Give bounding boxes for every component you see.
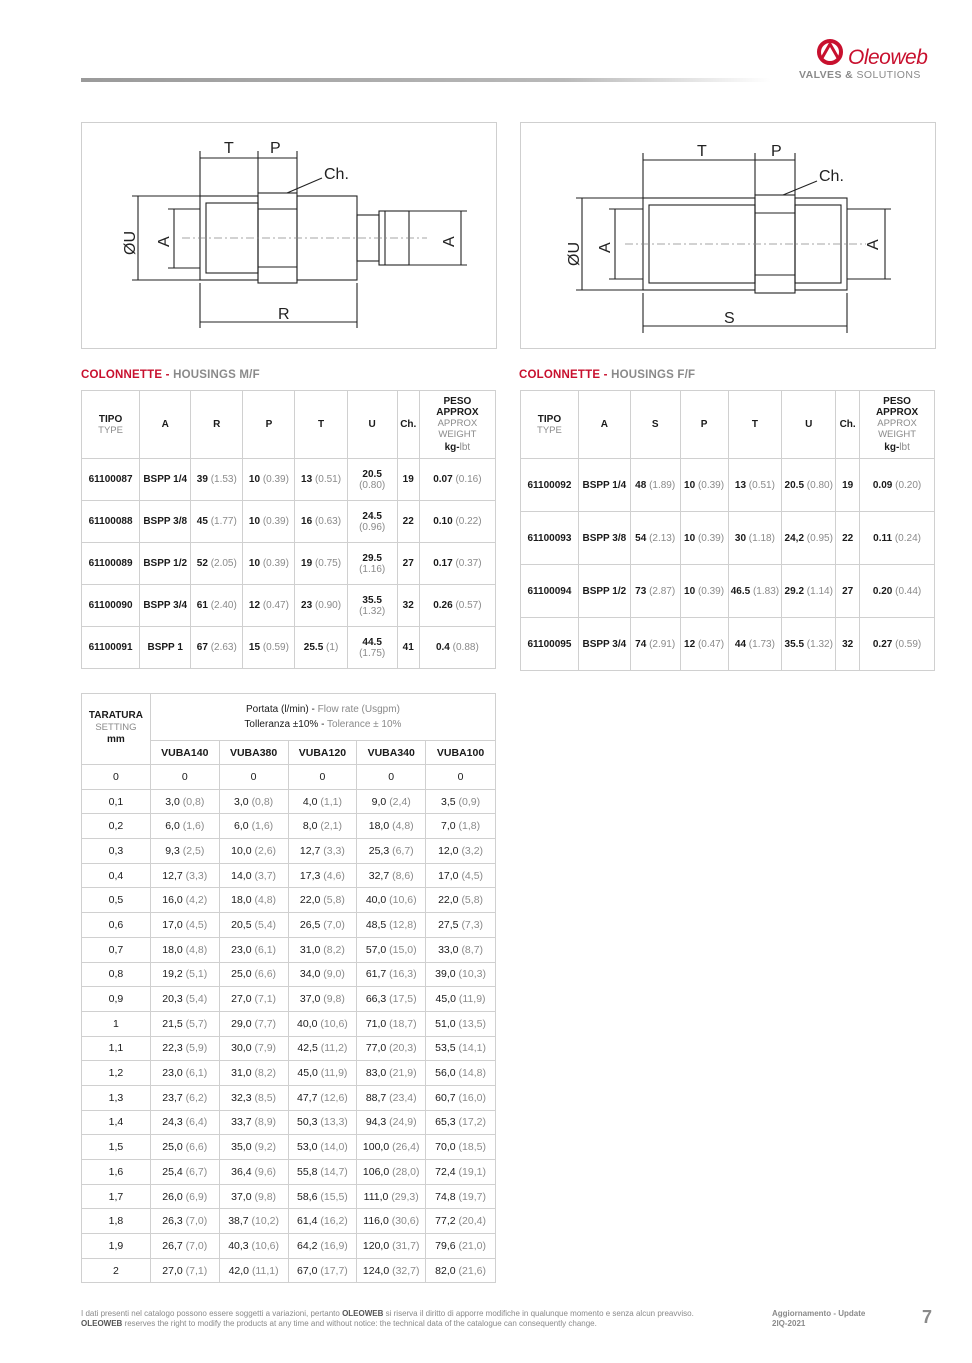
cell-flow: 17,0 (4,5) xyxy=(426,863,496,888)
cell-flow: 6,0 (1,6) xyxy=(219,814,288,839)
cell-tipo: 61100092 xyxy=(521,459,579,512)
cell-flow: 55,8 (14,7) xyxy=(288,1160,357,1185)
table-row xyxy=(82,1234,496,1259)
cell-flow: 39,0 (10,3) xyxy=(426,962,496,987)
table-row xyxy=(82,501,496,543)
dim-label-a: A xyxy=(597,242,614,253)
dim-label-u: ØU xyxy=(566,242,583,266)
table-row xyxy=(82,1011,496,1036)
cell-a: BSPP 1/4 xyxy=(140,459,191,501)
cell-flow: 45,0 (11,9) xyxy=(426,987,496,1012)
table-row xyxy=(82,1209,496,1234)
cell-weight: 0.4 (0.88) xyxy=(419,627,495,669)
cell-s: 73 (2.87) xyxy=(630,565,680,618)
dim-label-a: A xyxy=(156,236,173,247)
cell-u: 20.5 (0.80) xyxy=(347,459,397,501)
col-t: T xyxy=(728,391,782,459)
cell-setting: 0,7 xyxy=(82,937,151,962)
cell-flow: 17,3 (4,6) xyxy=(288,863,357,888)
cell-p: 15 (0.59) xyxy=(243,627,295,669)
cell-flow: 120,0 (31,7) xyxy=(357,1234,426,1259)
cell-p: 10 (0.39) xyxy=(243,501,295,543)
cell-flow: 33,0 (8,7) xyxy=(426,937,496,962)
cell-flow: 18,0 (4,8) xyxy=(150,937,219,962)
brand-logo xyxy=(799,36,942,88)
cell-flow: 23,7 (6,2) xyxy=(150,1085,219,1110)
cell-ch: 27 xyxy=(836,565,860,618)
table-row xyxy=(82,814,496,839)
cell-t: 16 (0.63) xyxy=(295,501,347,543)
cell-flow: 83,0 (21,9) xyxy=(357,1061,426,1086)
cell-ch: 27 xyxy=(397,543,419,585)
cell-flow: 0 xyxy=(426,765,496,790)
cell-flow: 24,3 (6,4) xyxy=(150,1110,219,1135)
cell-flow: 36,4 (9,6) xyxy=(219,1160,288,1185)
cell-setting: 0,1 xyxy=(82,789,151,814)
col-t: T xyxy=(295,391,347,459)
col-setting: TARATURA SETTING mm xyxy=(82,694,151,765)
cell-flow: 77,0 (20,3) xyxy=(357,1036,426,1061)
cell-flow: 25,0 (6,6) xyxy=(219,962,288,987)
cell-flow: 56,0 (14,8) xyxy=(426,1061,496,1086)
table-row xyxy=(82,1036,496,1061)
brand-tagline: VALVES & SOLUTIONS xyxy=(799,69,921,81)
col-a: A xyxy=(140,391,191,459)
cell-tipo: 61100091 xyxy=(82,627,140,669)
cell-flow: 12,7 (3,3) xyxy=(288,839,357,864)
cell-tipo: 61100095 xyxy=(521,618,579,671)
cell-flow: 3,0 (0,8) xyxy=(219,789,288,814)
table-row xyxy=(82,1110,496,1135)
cell-flow: 124,0 (32,7) xyxy=(357,1258,426,1283)
col-tipo: TIPO TYPE xyxy=(521,391,579,459)
cell-setting: 0 xyxy=(82,765,151,790)
dim-label-u: ØU xyxy=(122,231,139,255)
cell-setting: 1,7 xyxy=(82,1184,151,1209)
cell-u: 29.2 (1.14) xyxy=(782,565,836,618)
cell-flow: 111,0 (29,3) xyxy=(357,1184,426,1209)
page-number: 7 xyxy=(922,1307,933,1327)
cell-t: 25.5 (1) xyxy=(295,627,347,669)
cell-flow: 74,8 (19,7) xyxy=(426,1184,496,1209)
col-a: A xyxy=(578,391,630,459)
table-housings-ff xyxy=(520,390,935,671)
cell-flow: 67,0 (17,7) xyxy=(288,1258,357,1283)
cell-setting: 0,5 xyxy=(82,888,151,913)
cell-setting: 1,8 xyxy=(82,1209,151,1234)
cell-flow: 32,7 (8,6) xyxy=(357,863,426,888)
table-row xyxy=(82,1085,496,1110)
cell-t: 13 (0.51) xyxy=(295,459,347,501)
cell-r: 45 (1.77) xyxy=(191,501,243,543)
cell-flow: 23,0 (6,1) xyxy=(150,1061,219,1086)
table-row xyxy=(82,627,496,669)
dim-label-ch: Ch. xyxy=(819,168,844,185)
cell-flow: 58,6 (15,5) xyxy=(288,1184,357,1209)
cell-tipo: 61100093 xyxy=(521,512,579,565)
cell-flow: 70,0 (18,5) xyxy=(426,1135,496,1160)
cell-flow: 40,0 (10,6) xyxy=(357,888,426,913)
cell-s: 74 (2.91) xyxy=(630,618,680,671)
cell-r: 67 (2.63) xyxy=(191,627,243,669)
cell-ch: 22 xyxy=(397,501,419,543)
cell-t: 13 (0.51) xyxy=(728,459,782,512)
col-r: R xyxy=(191,391,243,459)
table-row xyxy=(82,937,496,962)
cell-weight: 0.09 (0.20) xyxy=(860,459,935,512)
cell-u: 29.5 (1.16) xyxy=(347,543,397,585)
cell-t: 46.5 (1.83) xyxy=(728,565,782,618)
cell-setting: 2 xyxy=(82,1258,151,1283)
cell-flow: 16,0 (4,2) xyxy=(150,888,219,913)
col-model: VUBA100 xyxy=(426,741,496,765)
cell-flow: 60,7 (16,0) xyxy=(426,1085,496,1110)
cell-t: 44 (1.73) xyxy=(728,618,782,671)
cell-flow: 20,5 (5,4) xyxy=(219,913,288,938)
footer-update: Aggiornamento - Update 2IQ-2021 xyxy=(772,1309,866,1328)
cell-flow: 18,0 (4,8) xyxy=(219,888,288,913)
cell-flow: 26,7 (7,0) xyxy=(150,1234,219,1259)
cell-flow: 61,7 (16,3) xyxy=(357,962,426,987)
table-row xyxy=(82,1184,496,1209)
cell-ch: 32 xyxy=(836,618,860,671)
cell-flow: 30,0 (7,9) xyxy=(219,1036,288,1061)
cell-flow: 22,3 (5,9) xyxy=(150,1036,219,1061)
cell-flow: 71,0 (18,7) xyxy=(357,1011,426,1036)
cell-flow: 53,5 (14,1) xyxy=(426,1036,496,1061)
cell-flow: 25,3 (6,7) xyxy=(357,839,426,864)
cell-u: 35.5 (1.32) xyxy=(347,585,397,627)
dim-label-a-right: A xyxy=(865,239,882,250)
table-row xyxy=(521,618,935,671)
dim-label-t: T xyxy=(697,143,707,160)
table-row xyxy=(82,1135,496,1160)
cell-flow: 31,0 (8,2) xyxy=(288,937,357,962)
cell-r: 39 (1.53) xyxy=(191,459,243,501)
cell-flow: 51,0 (13,5) xyxy=(426,1011,496,1036)
dim-label-p: P xyxy=(270,140,281,157)
cell-t: 30 (1.18) xyxy=(728,512,782,565)
cell-u: 20.5 (0.80) xyxy=(782,459,836,512)
dim-label-a-male: A xyxy=(441,236,458,247)
cell-u: 24.5 (0.96) xyxy=(347,501,397,543)
col-ch: Ch. xyxy=(397,391,419,459)
cell-u: 24,2 (0.95) xyxy=(782,512,836,565)
header-rule xyxy=(81,78,771,82)
cell-flow: 116,0 (30,6) xyxy=(357,1209,426,1234)
cell-a: BSPP 3/8 xyxy=(578,512,630,565)
cell-a: BSPP 1/2 xyxy=(140,543,191,585)
cell-weight: 0.11 (0.24) xyxy=(860,512,935,565)
cell-setting: 0,6 xyxy=(82,913,151,938)
cell-flow: 40,0 (10,6) xyxy=(288,1011,357,1036)
cell-flow: 19,2 (5,1) xyxy=(150,962,219,987)
col-weight: PESO APPROX APPROX WEIGHT kg-lbt xyxy=(860,391,935,459)
cell-a: BSPP 1/2 xyxy=(578,565,630,618)
cell-a: BSPP 3/8 xyxy=(140,501,191,543)
footer-disclaimer: I dati presenti nel catalogo possono essere soggetti a variazioni, pertanto OLEOWEB si riserva il diritto di apporre modifiche in qualunque momento e senza alcun preavviso. OLEOWEB reserves the right to modify the products at any time and without notice: the technical data of the catalogue can consequently change. xyxy=(81,1309,694,1328)
cell-flow: 3,5 (0,9) xyxy=(426,789,496,814)
table-row xyxy=(521,565,935,618)
cell-flow: 40,3 (10,6) xyxy=(219,1234,288,1259)
cell-flow: 38,7 (10,2) xyxy=(219,1209,288,1234)
cell-flow: 26,5 (7,0) xyxy=(288,913,357,938)
cell-p: 12 (0.47) xyxy=(243,585,295,627)
cell-flow: 42,5 (11,2) xyxy=(288,1036,357,1061)
col-model: VUBA120 xyxy=(288,741,357,765)
cell-flow: 31,0 (8,2) xyxy=(219,1061,288,1086)
cell-flow: 0 xyxy=(357,765,426,790)
cell-flow: 79,6 (21,0) xyxy=(426,1234,496,1259)
title-housings-ff: COLONNETTE - HOUSINGS F/F xyxy=(519,369,696,381)
cell-weight: 0.27 (0.59) xyxy=(860,618,935,671)
cell-setting: 0,3 xyxy=(82,839,151,864)
cell-r: 52 (2.05) xyxy=(191,543,243,585)
cell-setting: 1 xyxy=(82,1011,151,1036)
cell-flow: 27,0 (7,1) xyxy=(150,1258,219,1283)
cell-flow: 94,3 (24,9) xyxy=(357,1110,426,1135)
cell-p: 10 (0.39) xyxy=(243,459,295,501)
cell-flow: 25,4 (6,7) xyxy=(150,1160,219,1185)
cell-ch: 22 xyxy=(836,512,860,565)
housing-ff-schematic xyxy=(521,123,935,348)
cell-flow: 35,0 (9,2) xyxy=(219,1135,288,1160)
cell-setting: 1,5 xyxy=(82,1135,151,1160)
table-row xyxy=(82,962,496,987)
cell-setting: 1,6 xyxy=(82,1160,151,1185)
col-s: S xyxy=(630,391,680,459)
table-row xyxy=(82,585,496,627)
cell-flow: 0 xyxy=(288,765,357,790)
cell-weight: 0.17 (0.37) xyxy=(419,543,495,585)
cell-weight: 0.07 (0.16) xyxy=(419,459,495,501)
table-row xyxy=(82,839,496,864)
dim-label-s: S xyxy=(724,310,735,327)
cell-flow: 17,0 (4,5) xyxy=(150,913,219,938)
cell-flow: 21,5 (5,7) xyxy=(150,1011,219,1036)
cell-flow: 72,4 (19,1) xyxy=(426,1160,496,1185)
table-row xyxy=(82,789,496,814)
cell-p: 12 (0.47) xyxy=(680,618,728,671)
dim-label-p: P xyxy=(771,143,782,160)
cell-flow: 82,0 (21,6) xyxy=(426,1258,496,1283)
cell-flow: 4,0 (1,1) xyxy=(288,789,357,814)
cell-r: 61 (2.40) xyxy=(191,585,243,627)
cell-weight: 0.10 (0.22) xyxy=(419,501,495,543)
cell-flow: 26,3 (7,0) xyxy=(150,1209,219,1234)
cell-flow: 37,0 (9,8) xyxy=(219,1184,288,1209)
cell-flow: 64,2 (16,9) xyxy=(288,1234,357,1259)
cell-t: 19 (0.75) xyxy=(295,543,347,585)
cell-flow: 66,3 (17,5) xyxy=(357,987,426,1012)
cell-flow: 9,3 (2,5) xyxy=(150,839,219,864)
cell-flow: 27,5 (7,3) xyxy=(426,913,496,938)
cell-flow: 10,0 (2,6) xyxy=(219,839,288,864)
cell-ch: 19 xyxy=(836,459,860,512)
cell-flow: 7,0 (1,8) xyxy=(426,814,496,839)
flow-rate-header: Portata (l/min) - Flow rate (Usgpm) Tolleranza ±10% - Tolerance ± 10% xyxy=(150,694,495,741)
table-row xyxy=(82,459,496,501)
cell-flow: 65,3 (17,2) xyxy=(426,1110,496,1135)
cell-tipo: 61100090 xyxy=(82,585,140,627)
col-p: P xyxy=(243,391,295,459)
cell-flow: 29,0 (7,7) xyxy=(219,1011,288,1036)
table-row xyxy=(82,888,496,913)
col-ch: Ch. xyxy=(836,391,860,459)
cell-ch: 32 xyxy=(397,585,419,627)
cell-setting: 1,2 xyxy=(82,1061,151,1086)
cell-flow: 6,0 (1,6) xyxy=(150,814,219,839)
cell-setting: 1,4 xyxy=(82,1110,151,1135)
cell-flow: 14,0 (3,7) xyxy=(219,863,288,888)
dim-label-ch: Ch. xyxy=(324,166,349,183)
cell-ch: 41 xyxy=(397,627,419,669)
cell-tipo: 61100094 xyxy=(521,565,579,618)
cell-setting: 1,3 xyxy=(82,1085,151,1110)
cell-tipo: 61100088 xyxy=(82,501,140,543)
col-weight: PESO APPROX APPROX WEIGHT kg-lbt xyxy=(419,391,495,459)
table-row xyxy=(82,987,496,1012)
cell-flow: 8,0 (2,1) xyxy=(288,814,357,839)
cell-flow: 53,0 (14,0) xyxy=(288,1135,357,1160)
cell-flow: 0 xyxy=(150,765,219,790)
cell-flow: 50,3 (13,3) xyxy=(288,1110,357,1135)
cell-setting: 1,1 xyxy=(82,1036,151,1061)
cell-tipo: 61100089 xyxy=(82,543,140,585)
brand-name: Oleoweb xyxy=(848,46,928,69)
cell-flow: 61,4 (16,2) xyxy=(288,1209,357,1234)
cell-weight: 0.26 (0.57) xyxy=(419,585,495,627)
cell-flow: 0 xyxy=(219,765,288,790)
cell-flow: 106,0 (28,0) xyxy=(357,1160,426,1185)
drawing-housing-mf xyxy=(81,122,497,349)
cell-u: 35.5 (1.32) xyxy=(782,618,836,671)
title-housings-mf: COLONNETTE - HOUSINGS M/F xyxy=(81,369,260,381)
cell-flow: 22,0 (5,8) xyxy=(426,888,496,913)
table-row xyxy=(82,913,496,938)
cell-flow: 77,2 (20,4) xyxy=(426,1209,496,1234)
cell-flow: 42,0 (11,1) xyxy=(219,1258,288,1283)
table-row xyxy=(82,1258,496,1283)
cell-a: BSPP 1/4 xyxy=(578,459,630,512)
cell-flow: 88,7 (23,4) xyxy=(357,1085,426,1110)
cell-setting: 1,9 xyxy=(82,1234,151,1259)
dim-label-t: T xyxy=(224,140,234,157)
col-model: VUBA380 xyxy=(219,741,288,765)
housing-mf-schematic xyxy=(82,123,496,348)
cell-flow: 33,7 (8,9) xyxy=(219,1110,288,1135)
col-model: VUBA340 xyxy=(357,741,426,765)
cell-setting: 0,4 xyxy=(82,863,151,888)
cell-setting: 0,2 xyxy=(82,814,151,839)
cell-flow: 18,0 (4,8) xyxy=(357,814,426,839)
cell-flow: 9,0 (2,4) xyxy=(357,789,426,814)
col-tipo: TIPO TYPE xyxy=(82,391,140,459)
cell-tipo: 61100087 xyxy=(82,459,140,501)
table-row xyxy=(82,1160,496,1185)
cell-flow: 27,0 (7,1) xyxy=(219,987,288,1012)
cell-setting: 0,9 xyxy=(82,987,151,1012)
cell-flow: 32,3 (8,5) xyxy=(219,1085,288,1110)
cell-s: 54 (2.13) xyxy=(630,512,680,565)
cell-flow: 26,0 (6,9) xyxy=(150,1184,219,1209)
cell-a: BSPP 3/4 xyxy=(140,585,191,627)
cell-p: 10 (0.39) xyxy=(680,512,728,565)
table-flow-rate xyxy=(81,693,496,1283)
cell-a: BSPP 3/4 xyxy=(578,618,630,671)
cell-flow: 12,0 (3,2) xyxy=(426,839,496,864)
logo-mark-icon xyxy=(816,38,850,68)
cell-flow: 48,5 (12,8) xyxy=(357,913,426,938)
cell-flow: 12,7 (3,3) xyxy=(150,863,219,888)
cell-flow: 25,0 (6,6) xyxy=(150,1135,219,1160)
cell-flow: 57,0 (15,0) xyxy=(357,937,426,962)
cell-setting: 0,8 xyxy=(82,962,151,987)
cell-p: 10 (0.39) xyxy=(680,459,728,512)
cell-t: 23 (0.90) xyxy=(295,585,347,627)
cell-flow: 22,0 (5,8) xyxy=(288,888,357,913)
cell-s: 48 (1.89) xyxy=(630,459,680,512)
cell-u: 44.5 (1.75) xyxy=(347,627,397,669)
cell-flow: 100,0 (26,4) xyxy=(357,1135,426,1160)
table-row xyxy=(521,459,935,512)
cell-flow: 34,0 (9,0) xyxy=(288,962,357,987)
cell-flow: 47,7 (12,6) xyxy=(288,1085,357,1110)
table-row xyxy=(521,512,935,565)
cell-ch: 19 xyxy=(397,459,419,501)
table-row xyxy=(82,1061,496,1086)
cell-p: 10 (0.39) xyxy=(680,565,728,618)
cell-flow: 23,0 (6,1) xyxy=(219,937,288,962)
cell-p: 10 (0.39) xyxy=(243,543,295,585)
drawing-housing-ff xyxy=(520,122,936,349)
table-housings-mf xyxy=(81,390,496,669)
col-p: P xyxy=(680,391,728,459)
table-row xyxy=(82,543,496,585)
col-u: U xyxy=(347,391,397,459)
cell-flow: 37,0 (9,8) xyxy=(288,987,357,1012)
col-model: VUBA140 xyxy=(150,741,219,765)
cell-a: BSPP 1 xyxy=(140,627,191,669)
cell-flow: 20,3 (5,4) xyxy=(150,987,219,1012)
cell-weight: 0.20 (0.44) xyxy=(860,565,935,618)
cell-flow: 45,0 (11,9) xyxy=(288,1061,357,1086)
dim-label-r: R xyxy=(278,306,290,323)
table-row xyxy=(82,765,496,790)
cell-flow: 3,0 (0,8) xyxy=(150,789,219,814)
col-u: U xyxy=(782,391,836,459)
table-row xyxy=(82,863,496,888)
